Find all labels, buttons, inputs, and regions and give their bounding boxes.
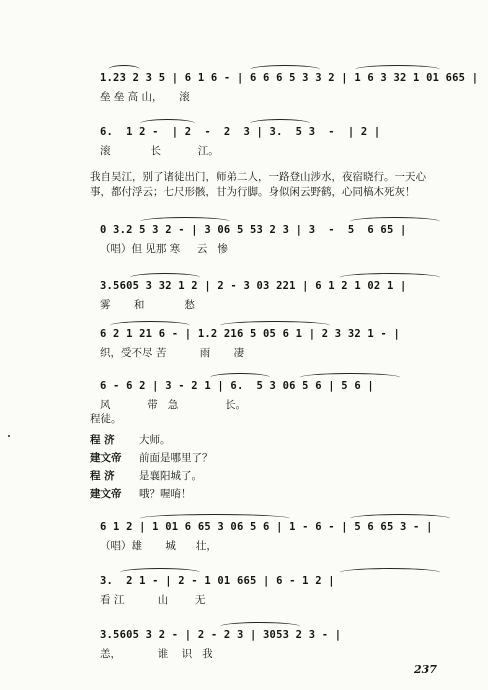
staff-line-4 <box>100 280 450 326</box>
lyrics: （唱）但 见那 寒 云 惨 <box>100 243 228 255</box>
dialogue-line-2 <box>90 450 213 465</box>
staff-line-2 <box>100 126 450 172</box>
page-number: 237 <box>414 663 437 676</box>
dialogue-line-1 <box>90 432 171 447</box>
notation: 3. 2 1 - | 2 - 1 01 665 | 6 - 1 2 | <box>100 575 335 587</box>
narration-text: 我自吴江，别了诸徒出门，师弟二人，一路登山涉水，夜宿晓行。一天心事，都付浮云；七尺形骸，甘为行脚。身似闲云野鹤，心同槁木死灰！ <box>90 171 426 198</box>
dialogue-text: 大师。 <box>139 434 171 446</box>
staff-line-9 <box>100 629 450 675</box>
lyrics: （唱）雄 城 壮， <box>100 540 217 552</box>
staff-line-1 <box>100 72 479 118</box>
notation: 6. 1 2 - | 2 - 2 3 | 3. 5 3 - | 2 | <box>100 126 381 138</box>
speaker-name: 程 济 <box>90 470 115 482</box>
staff-line-5 <box>100 328 450 374</box>
notation: 1.23 2 3 5 | 6 1 6 - | 6 6 6 5 3 3 2 | 1 6 3 32 1 01 665 | <box>100 72 479 84</box>
notation: 3.5605 3 32 1 2 | 2 - 3 03 221 | 6 1 2 1 02 1 | <box>100 280 407 292</box>
speaker-name: 程 济 <box>90 434 115 446</box>
speaker-name: 建文帝 <box>90 488 122 500</box>
notation: 6 - 6 2 | 3 - 2 1 | 6. 5 3 06 5 6 | 5 6 | <box>100 380 374 392</box>
lyrics: 织，受不尽 苦 雨 凄 <box>100 347 245 359</box>
dialogue-text: 哦？喔唷！ <box>139 488 192 500</box>
notation: 0 3.2 5 3 2 - | 3 06 5 53 2 3 | 3 - 5 6 65 | <box>100 224 407 236</box>
notation: 6 2 1 21 6 - | 1.2 216 5 05 6 1 | 2 3 32 1 - | <box>100 328 400 340</box>
speaker-name: 建文帝 <box>90 452 122 464</box>
dialogue-line-3 <box>90 468 202 483</box>
dialogue-text: 前面是哪里了？ <box>139 452 213 464</box>
lyrics: 风 带 急 长。 <box>100 399 246 411</box>
narration-tail: 程徒。 <box>90 413 122 425</box>
lyrics: 滚 长 江。 <box>100 145 219 157</box>
slur <box>340 568 440 577</box>
notation: 3.5605 3 2 - | 2 - 2 3 | 3053 2 3 - | <box>100 629 342 641</box>
staff-line-8 <box>100 575 450 621</box>
dialogue-line-4 <box>90 486 192 501</box>
lyrics: 雾 和 愁 <box>100 299 195 311</box>
margin-mark <box>8 435 10 437</box>
lyrics: 垒 垒 高 山， 滚 <box>100 91 190 103</box>
staff-line-3 <box>100 224 450 270</box>
lyrics: 看 江 山 无 <box>100 594 206 606</box>
staff-line-7 <box>100 521 450 567</box>
lyrics: 恙， 谁 识 我 <box>100 648 213 660</box>
notation: 6 1 2 | 1 01 6 65 3 06 5 6 | 1 - 6 - | 5 6 65 3 - | <box>100 521 433 533</box>
dialogue-text: 是襄阳城了。 <box>139 470 202 482</box>
